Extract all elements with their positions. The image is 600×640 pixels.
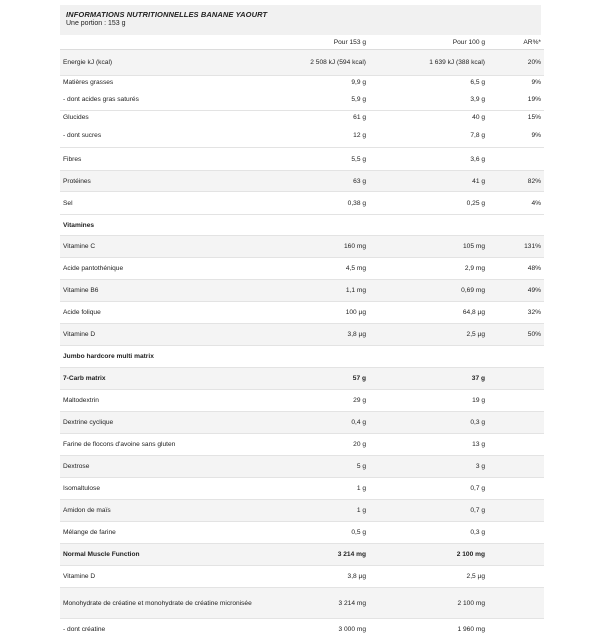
reference-intake-percent xyxy=(485,412,544,434)
value-per-100g: 41 g xyxy=(366,171,485,192)
value-per-100g: 0,3 g xyxy=(366,522,485,544)
nutrition-row xyxy=(60,50,544,76)
value-per-100g: 0,25 g xyxy=(366,192,485,215)
reference-intake-percent xyxy=(485,390,544,412)
value-per-portion: 5 g xyxy=(253,456,366,478)
value-per-100g xyxy=(366,346,485,368)
nutrition-row xyxy=(60,192,544,215)
column-header-row xyxy=(60,35,544,50)
value-per-portion: 61 g xyxy=(253,111,366,124)
column-header-per-portion: Pour 153 g xyxy=(253,35,366,50)
value-per-100g: 3 g xyxy=(366,456,485,478)
value-per-portion xyxy=(253,215,366,236)
nutrient-label: Isomaltulose xyxy=(60,478,253,500)
nutrition-row xyxy=(60,88,544,111)
nutrient-label: Fibres xyxy=(60,148,253,171)
value-per-100g: 2,5 µg xyxy=(366,324,485,346)
nutrition-row xyxy=(60,258,544,280)
reference-intake-percent: 9% xyxy=(485,76,544,89)
nutrition-row xyxy=(60,76,544,89)
nutrient-label: Mélange de farine xyxy=(60,522,253,544)
value-per-100g: 0,69 mg xyxy=(366,280,485,302)
nutrient-label: - dont acides gras saturés xyxy=(60,88,253,111)
value-per-100g: 3,9 g xyxy=(366,88,485,111)
reference-intake-percent: 15% xyxy=(485,111,544,124)
value-per-100g: 37 g xyxy=(366,368,485,390)
value-per-100g: 1 960 mg xyxy=(366,619,485,640)
reference-intake-percent xyxy=(485,456,544,478)
nutrient-label: - dont créatine xyxy=(60,619,253,640)
reference-intake-percent: 48% xyxy=(485,258,544,280)
table-header-box xyxy=(60,5,541,35)
nutrition-row xyxy=(60,368,544,390)
value-per-portion: 2 508 kJ (594 kcal) xyxy=(253,50,366,76)
nutrient-label: Farine de flocons d'avoine sans gluten xyxy=(60,434,253,456)
nutrition-row xyxy=(60,111,544,124)
value-per-portion: 100 µg xyxy=(253,302,366,324)
nutrition-row xyxy=(60,500,544,522)
nutrient-label: Normal Muscle Function xyxy=(60,544,253,566)
value-per-100g: 0,7 g xyxy=(366,478,485,500)
nutrient-label: Dextrose xyxy=(60,456,253,478)
reference-intake-percent: 9% xyxy=(485,123,544,148)
nutrition-row xyxy=(60,215,544,236)
reference-intake-percent xyxy=(485,619,544,640)
value-per-100g: 0,7 g xyxy=(366,500,485,522)
value-per-portion: 9,9 g xyxy=(253,76,366,89)
value-per-100g xyxy=(366,215,485,236)
value-per-portion: 0,4 g xyxy=(253,412,366,434)
reference-intake-percent xyxy=(485,588,544,619)
nutrient-label: Energie kJ (kcal) xyxy=(60,50,253,76)
reference-intake-percent: 4% xyxy=(485,192,544,215)
nutrition-row xyxy=(60,148,544,171)
nutrient-label: - dont sucres xyxy=(60,123,253,148)
reference-intake-percent xyxy=(485,368,544,390)
value-per-100g: 2,5 µg xyxy=(366,566,485,588)
reference-intake-percent: 49% xyxy=(485,280,544,302)
reference-intake-percent: 82% xyxy=(485,171,544,192)
reference-intake-percent xyxy=(485,500,544,522)
nutrition-row xyxy=(60,324,544,346)
nutrient-label: Glucides xyxy=(60,111,253,124)
nutrient-label: Acide folique xyxy=(60,302,253,324)
reference-intake-percent: 20% xyxy=(485,50,544,76)
portion-size: Une portion : 153 g xyxy=(66,19,541,28)
nutrition-row xyxy=(60,456,544,478)
value-per-100g: 6,5 g xyxy=(366,76,485,89)
reference-intake-percent xyxy=(485,346,544,368)
value-per-portion: 3,8 µg xyxy=(253,324,366,346)
nutrition-row xyxy=(60,346,544,368)
nutrition-panel xyxy=(60,5,541,640)
reference-intake-percent xyxy=(485,522,544,544)
value-per-portion: 63 g xyxy=(253,171,366,192)
reference-intake-percent xyxy=(485,148,544,171)
value-per-100g: 2 100 mg xyxy=(366,544,485,566)
value-per-portion: 57 g xyxy=(253,368,366,390)
reference-intake-percent xyxy=(485,566,544,588)
reference-intake-percent: 131% xyxy=(485,236,544,258)
value-per-100g: 2 100 mg xyxy=(366,588,485,619)
nutrition-row xyxy=(60,544,544,566)
nutrient-label: Maltodextrin xyxy=(60,390,253,412)
reference-intake-percent: 50% xyxy=(485,324,544,346)
nutrient-label: Vitamines xyxy=(60,215,253,236)
value-per-100g: 105 mg xyxy=(366,236,485,258)
value-per-100g: 13 g xyxy=(366,434,485,456)
value-per-portion: 0,5 g xyxy=(253,522,366,544)
reference-intake-percent xyxy=(485,434,544,456)
value-per-portion: 12 g xyxy=(253,123,366,148)
nutrition-row xyxy=(60,434,544,456)
column-header-label xyxy=(60,35,253,50)
nutrition-row xyxy=(60,619,544,640)
value-per-portion: 5,5 g xyxy=(253,148,366,171)
nutrition-title: INFORMATIONS NUTRITIONNELLES BANANE YAOURT xyxy=(66,10,541,19)
value-per-portion: 29 g xyxy=(253,390,366,412)
value-per-portion: 5,9 g xyxy=(253,88,366,111)
nutrient-label: Matières grasses xyxy=(60,76,253,89)
nutrient-label: Acide pantothénique xyxy=(60,258,253,280)
reference-intake-percent: 32% xyxy=(485,302,544,324)
value-per-portion: 0,38 g xyxy=(253,192,366,215)
nutrient-label: Amidon de maïs xyxy=(60,500,253,522)
value-per-100g: 19 g xyxy=(366,390,485,412)
value-per-portion xyxy=(253,346,366,368)
reference-intake-percent xyxy=(485,478,544,500)
value-per-portion: 3 000 mg xyxy=(253,619,366,640)
value-per-100g: 3,6 g xyxy=(366,148,485,171)
nutrient-label: Dextrine cyclique xyxy=(60,412,253,434)
reference-intake-percent xyxy=(485,544,544,566)
nutrition-row xyxy=(60,588,544,619)
nutrition-row xyxy=(60,522,544,544)
column-header-per-100g: Pour 100 g xyxy=(366,35,485,50)
value-per-portion: 3 214 mg xyxy=(253,544,366,566)
reference-intake-percent: 19% xyxy=(485,88,544,111)
nutrition-row xyxy=(60,566,544,588)
value-per-portion: 3 214 mg xyxy=(253,588,366,619)
nutrition-row xyxy=(60,236,544,258)
value-per-100g: 2,9 mg xyxy=(366,258,485,280)
value-per-100g: 40 g xyxy=(366,111,485,124)
nutrition-row xyxy=(60,280,544,302)
nutrient-label: Protéines xyxy=(60,171,253,192)
nutrition-row xyxy=(60,478,544,500)
nutrition-row xyxy=(60,390,544,412)
nutrition-row xyxy=(60,302,544,324)
nutrient-label: 7-Carb matrix xyxy=(60,368,253,390)
nutrient-label: Monohydrate de créatine et monohydrate de créatine micronisée xyxy=(60,588,253,619)
nutrition-row xyxy=(60,123,544,148)
nutrition-row xyxy=(60,171,544,192)
value-per-portion: 4,5 mg xyxy=(253,258,366,280)
value-per-portion: 1,1 mg xyxy=(253,280,366,302)
value-per-100g: 64,8 µg xyxy=(366,302,485,324)
value-per-portion: 1 g xyxy=(253,478,366,500)
value-per-portion: 20 g xyxy=(253,434,366,456)
nutrient-label: Vitamine C xyxy=(60,236,253,258)
value-per-portion: 3,8 µg xyxy=(253,566,366,588)
reference-intake-percent xyxy=(485,215,544,236)
nutrient-label: Jumbo hardcore multi matrix xyxy=(60,346,253,368)
nutrition-table xyxy=(60,35,544,640)
nutrient-label: Vitamine D xyxy=(60,324,253,346)
nutrient-label: Vitamine B6 xyxy=(60,280,253,302)
value-per-portion: 160 mg xyxy=(253,236,366,258)
value-per-100g: 1 639 kJ (388 kcal) xyxy=(366,50,485,76)
value-per-100g: 0,3 g xyxy=(366,412,485,434)
value-per-portion: 1 g xyxy=(253,500,366,522)
nutrient-label: Sel xyxy=(60,192,253,215)
nutrient-label: Vitamine D xyxy=(60,566,253,588)
column-header-ar: AR%* xyxy=(485,35,544,50)
value-per-100g: 7,8 g xyxy=(366,123,485,148)
nutrition-row xyxy=(60,412,544,434)
